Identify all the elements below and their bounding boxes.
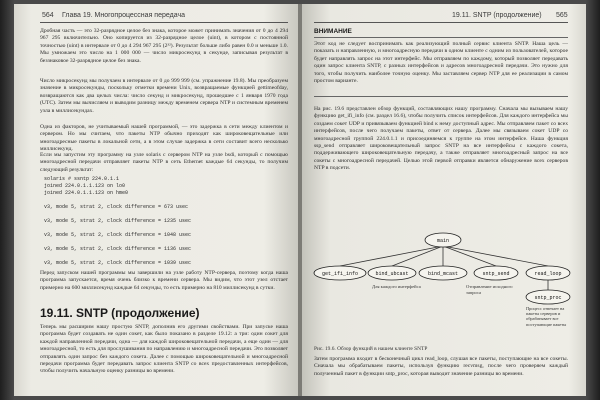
annotation-per-interface: Для каждого интерфейса bbox=[372, 284, 421, 289]
code-line: solaris # ssntp 224.0.1.1 bbox=[44, 176, 120, 182]
left-paragraph-after-code: Перед запуском нашей программы мы завершили на узле работу NTP-сервера, поэтому когда наша программа запускается, время очень близко к времени сервера. Мы видим, что этот узел отстает примерно на 600 миллисекунд каждые 64 секунды, то есть примерно на 810 миллисекунд в сутки. bbox=[40, 270, 288, 291]
code-line: v3, mode 5, strat 2, clock difference = 1136 usec bbox=[44, 246, 192, 252]
right-running-head: 19.11. SNTP (продолжение) bbox=[452, 12, 542, 19]
terminal-output bbox=[44, 176, 191, 267]
code-line: v3, mode 5, strat 2, clock difference = 1048 usec bbox=[44, 232, 192, 238]
left-page bbox=[14, 4, 298, 396]
right-paragraph-2: Затем программа входит в бесконечный цикл read_loop, слушая все пакеты, поступающие на все сокеты. Сначала мы обрабатываем пакеты, используя функцию recvmsg, после чего проверяем каждый полученный пакет в функции sntp_proc, которая выводит значение разницы во времени. bbox=[314, 356, 568, 377]
figure-caption: Рис. 19.6. Обзор функций в нашем клиенте SNTP bbox=[314, 346, 428, 352]
label-sntp-send: sntp_send bbox=[482, 271, 510, 277]
note-box bbox=[314, 37, 568, 97]
annotation-process-packets: Процесс отвечает на пакеты серверов и обрабатывает все поступающие пакеты bbox=[526, 306, 567, 327]
left-header-rule bbox=[40, 22, 288, 23]
code-line: v3, mode 5, strat 2, clock difference = 673 usec bbox=[44, 204, 189, 210]
left-running-head: Глава 19. Многопроцессная передача bbox=[62, 12, 185, 19]
left-paragraph-1: Дробная часть — это 32-разрядное целое без знака, которое может принимать значения от 0 до 4 294 967 295 включительно. Оно копируется из 32-разрядное целое (uint), в котором с постоянной точностью (uint) в интервале от 0 до 4 294 967 295 (2³²). Результат больше либо равен 0.0 и меньше 1.0. Мы умножаем это число на 1 000 000 — число микросекунд в секунде, записывая результат в беззнаковое 32-разрядное целое без знака. bbox=[40, 28, 288, 64]
label-main: main bbox=[436, 238, 450, 244]
note-text: Этот код не следует воспринимать как реализующий полный сервис клиента SNTP. Наша цель — показать и направленную, и многоадресную передачи в одном клиенте с одним из пользователей, которое будет направлять запрос на этот интерфейс. Мы отправляем по каждому, который позволяет передавать один запрос клиента SNTP, с разных интерфейсов и адресов многоадресной передачи. Это нужно для того, чтобы получить наиболее точную оценку. Мы заставляем сервер NTP для ее реализации в самом простом варианте. bbox=[314, 41, 568, 85]
left-page-number: 564 bbox=[42, 12, 54, 19]
right-page-number: 565 bbox=[556, 12, 568, 19]
left-paragraph-4: Если мы запустим эту программу на узле solaris с сервером NTP на узле bsdi, который с помощью многоадресной передачи отправляет пакеты NTP в сеть Ethernet каждые 64 секунды, то получим следующий результат: bbox=[40, 152, 288, 173]
left-paragraph-3: Одна из факторов, не учитываемый нашей программой, — это задержка в сети между клиентом и сервером. Но мы считаем, что пакеты NTP обычно приходят как широковещательные или многоадресные пакеты в локальной сети, а в этом случае задержка в сети составит всего несколько миллисекунд. bbox=[40, 124, 288, 153]
code-line: joined 224.0.1.1.123 on hme0 bbox=[44, 190, 129, 196]
right-paragraph-1: На рис. 19.6 представлен обзор функций, составляющих нашу программу. Сначала мы вызываем нашу функцию get_ifi_info (см. раздел 16.6), чтобы получить список интерфейсов. Для каждого интерфейса мы создаем сокет UDP и привязываем функцией bind к нему доступный адрес. Мы отправляем пакет со всех интерфейсов, после чего получаем пакеты, ответ от сервера. Далее мы связываем сокет UDP со многоадресной группой 224.0.1.1 и присоединяемся к группе на этом интерфейсе. Наша функция ssp_send отправляет широковещательный запрос SNTP на все интерфейсы с каждого сокета, поддерживающего широковещательную передачу, а также отправляет многоадресный запрос на все сокеты с многоадресной передачей. Целью этой первой отправки является обнаружение всех серверов NTP в подсети. bbox=[314, 106, 568, 172]
label-bind-ubcast: bind_ubcast bbox=[375, 271, 409, 277]
open-book bbox=[14, 4, 586, 396]
code-line: v3, mode 5, strat 2, clock difference = 1039 usec bbox=[44, 260, 192, 266]
annotation-initial-request: Отправление исходного запроса bbox=[466, 284, 513, 295]
right-header-rule bbox=[314, 22, 568, 23]
label-sntp-proc: sntp_proc bbox=[534, 295, 562, 301]
label-read-loop: read_loop bbox=[534, 271, 562, 277]
right-page bbox=[302, 4, 586, 396]
label-bind-mcast: bind_mcast bbox=[427, 271, 459, 277]
label-get-ifi-info: get_ifi_info bbox=[321, 271, 359, 277]
left-paragraph-2: Число микросекунд мы получаем в интервале от 0 до 999 999 (см. упражнение 19.8). Мы преобразуем значение в микросекунды, поскольку отметки времени Unix, возвращаемые функцией gettimeofday, возвращаются как два целых числа: число секунд и микросекунд, прошедшее с 1 января 1970 года (UTC). Затем мы вычисляем и выводим разницу между временем сервера NTP и системным временем узла в миллисекундах. bbox=[40, 78, 288, 114]
section-heading: 19.11. SNTP (продолжение) bbox=[40, 306, 200, 320]
desk-shadow-right bbox=[586, 0, 600, 400]
desk-shadow-left bbox=[0, 0, 14, 400]
left-section-text: Теперь мы расширим нашу простую SNTP, дополнив его другими свойствами. При запуске наша программа будет создавать не один сокет, как было показано в разделе 19.12: а три: один сокет для каждой направленной передачи, одна — для каждой широковещательной передачи, а еще один — для многоадресной, то есть для прослушивания по направлению и многоадресной передачи. Это позволяет отправлять один запрос без каждого сокета. Далее с помощью широковещательной и многоадресной передачи программа будет передавать запрос клиента SNTP со всех предоставленных интерфейсов, чтобы получить начальную оценку разницы во времени. bbox=[40, 324, 288, 375]
code-line: joined 224.0.1.1.123 on lo0 bbox=[44, 183, 126, 189]
note-heading: ВНИМАНИЕ bbox=[314, 28, 352, 35]
function-overview-diagram bbox=[312, 226, 574, 346]
code-line: v3, mode 5, strat 2, clock difference = 1235 usec bbox=[44, 218, 192, 224]
